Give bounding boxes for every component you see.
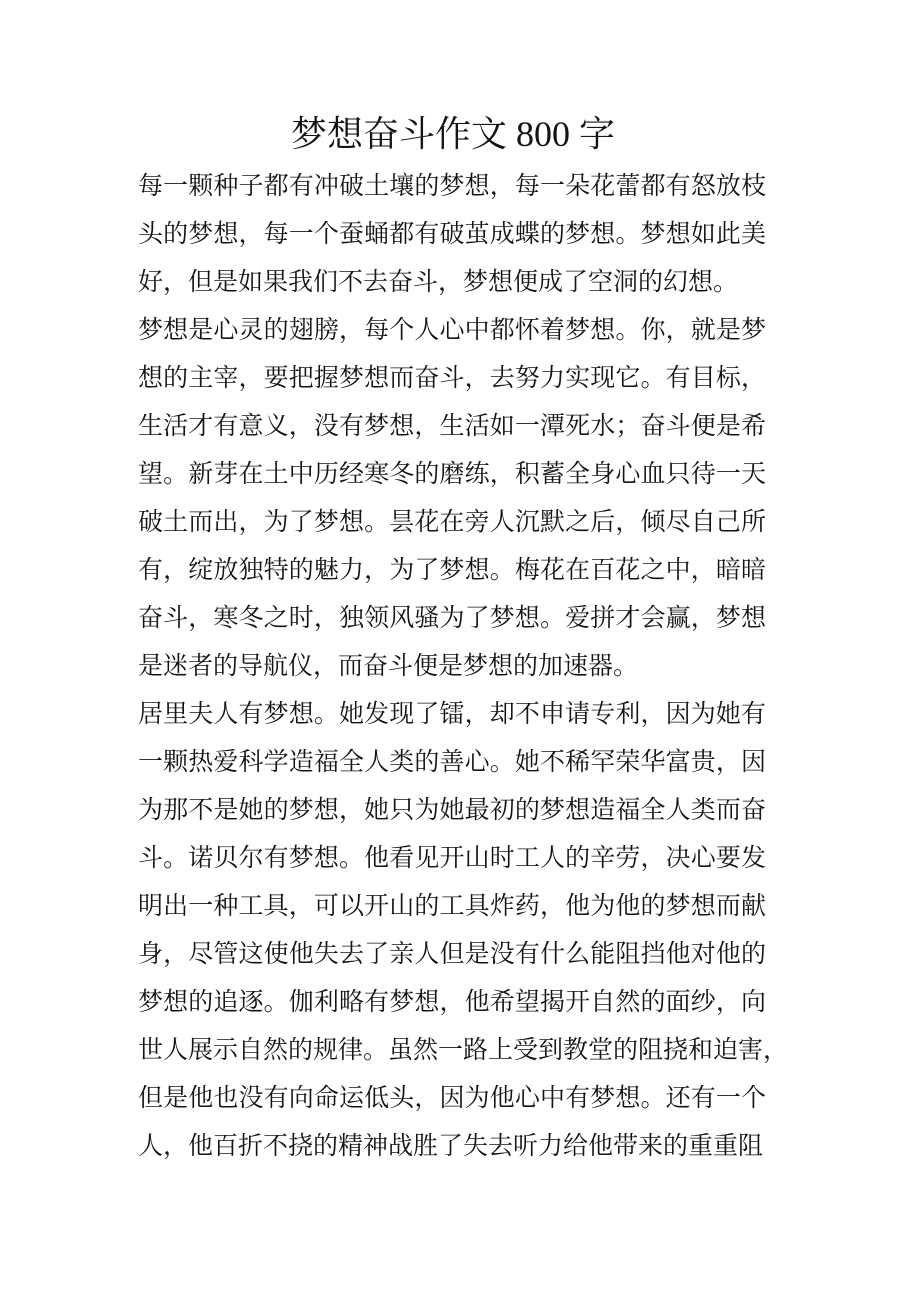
text-line: 是迷者的导航仪，而奋斗便是梦想的加速器。 — [138, 653, 639, 680]
paragraph — [138, 691, 789, 1171]
text-line: 好，但是如果我们不去奋斗，梦想便成了空洞的幻想。 — [138, 269, 739, 296]
document-title: 梦想奋斗作文 800 字 — [290, 114, 615, 154]
text-line: 人，他百折不挠的精神战胜了失去听力给他带来的重重阻 — [138, 1133, 764, 1160]
text-line: 斗。诺贝尔有梦想。他看见开山时工人的辛劳，决心要发 — [138, 845, 766, 872]
text-line: 明出一种工具，可以开山的工具炸药，他为他的梦想而献 — [138, 893, 766, 920]
document-body — [138, 163, 789, 1171]
text-line: 世人展示自然的规律。虽然一路上受到教堂的阻挠和迫害， — [138, 1037, 789, 1064]
text-line: 为那不是她的梦想，她只为她最初的梦想造福全人类而奋 — [138, 797, 766, 824]
text-line: 想的主宰，要把握梦想而奋斗，去努力实现它。有目标， — [138, 365, 766, 392]
text-line: 每一颗种子都有冲破土壤的梦想，每一朵花蕾都有怒放枝 — [138, 173, 766, 200]
text-line: 望。新芽在土中历经寒冬的磨练，积蓄全身心血只待一天 — [138, 461, 766, 488]
text-line: 身，尽管这使他失去了亲人但是没有什么能阻挡他对他的 — [138, 941, 766, 968]
text-line: 破土而出，为了梦想。昙花在旁人沉默之后，倾尽自己所 — [138, 509, 766, 536]
text-line: 有，绽放独特的魅力，为了梦想。梅花在百花之中，暗暗 — [138, 557, 766, 584]
text-line: 生活才有意义，没有梦想，生活如一潭死水；奋斗便是希 — [138, 413, 766, 440]
text-line: 居里夫人有梦想。她发现了镭，却不申请专利，因为她有 — [138, 701, 766, 728]
text-line: 奋斗，寒冬之时，独领风骚为了梦想。爱拼才会赢，梦想 — [138, 605, 766, 632]
text-line: 一颗热爱科学造福全人类的善心。她不稀罕荣华富贵，因 — [138, 749, 766, 776]
paragraph — [138, 307, 766, 691]
text-line: 梦想的追逐。伽利略有梦想，他希望揭开自然的面纱，向 — [138, 989, 766, 1016]
paragraph — [138, 163, 766, 307]
text-line: 头的梦想，每一个蚕蛹都有破茧成蝶的梦想。梦想如此美 — [138, 221, 766, 248]
text-line: 但是他也没有向命运低头，因为他心中有梦想。还有一个 — [138, 1085, 766, 1112]
text-line: 梦想是心灵的翅膀，每个人心中都怀着梦想。你，就是梦 — [138, 317, 766, 344]
